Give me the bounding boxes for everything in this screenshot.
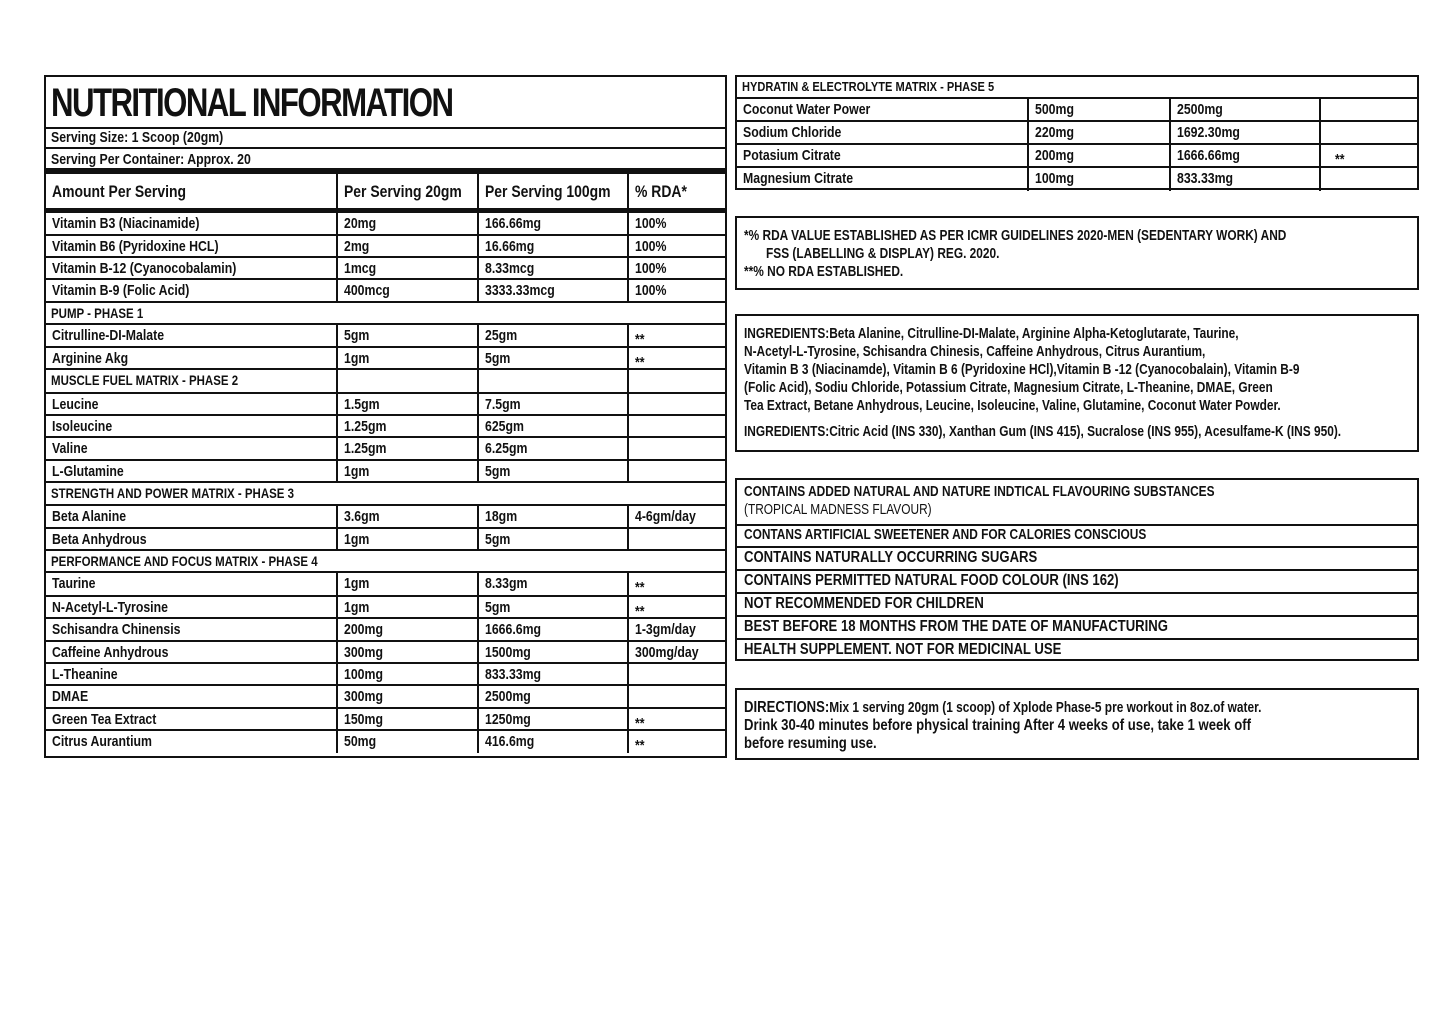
cell-text: 6.25gm <box>485 440 528 457</box>
directions-box <box>735 688 1419 760</box>
contains-row <box>737 548 1417 571</box>
cell-text: 1.25gm <box>344 440 387 457</box>
cell-text: 1gm <box>344 575 370 592</box>
cell-text: Vitamin B-9 (Folic Acid) <box>52 282 190 299</box>
table-cell <box>737 145 1029 166</box>
cell-text: ** <box>635 579 645 596</box>
table-cell <box>629 642 725 662</box>
table-row <box>46 664 725 686</box>
rda-line <box>744 264 938 280</box>
cell-text: 200mg <box>1035 147 1074 164</box>
table-cell <box>1321 99 1417 120</box>
directions-line <box>744 717 1362 735</box>
cell-text: Magnesium Citrate <box>743 170 854 187</box>
header-amount: Amount Per Serving <box>52 182 187 201</box>
table-cell <box>629 709 725 732</box>
section-label: PUMP - PHASE 1 <box>51 305 144 321</box>
section-label: PERFORMANCE AND FOCUS MATRIX - PHASE 4 <box>51 553 318 569</box>
table-cell <box>338 573 479 595</box>
cell-text: ** <box>635 737 645 754</box>
serving-size-row <box>46 127 725 149</box>
cell-text: 400mcg <box>344 282 390 299</box>
cell-text: 16.66mg <box>485 238 535 255</box>
table-cell <box>338 709 479 729</box>
serving-size: Serving Size: 1 Scoop (20gm) <box>51 129 224 146</box>
ingredients-text-5: Citric Acid (INS 330), Xanthan Gum (INS 415), Sucralose (INS 955), Acesulfame-K (INS 950). <box>829 424 1342 440</box>
cell-text: ** <box>635 354 645 371</box>
table-cell <box>479 597 629 617</box>
rda-line-1: *% RDA VALUE ESTABLISHED AS PER ICMR GUIDELINES 2020-MEN (SEDENTARY WORK) AND <box>744 228 1287 244</box>
cell-text: Vitamin B3 (Niacinamide) <box>52 215 200 232</box>
table-cell <box>338 370 479 392</box>
cell-text: Beta Alanine <box>52 508 127 525</box>
table-cell <box>479 731 629 753</box>
table-cell <box>46 597 338 617</box>
cell-text: 833.33mg <box>1177 170 1234 187</box>
table-cell <box>479 573 629 595</box>
cell-text: 1gm <box>344 531 370 548</box>
table-cell <box>479 213 629 234</box>
section-row <box>46 370 725 394</box>
table-row <box>46 686 725 709</box>
table-cell <box>629 461 725 481</box>
cell-text: 416.6mg <box>485 733 535 750</box>
phase5-title-row <box>737 77 1417 99</box>
nutrition-table <box>44 75 727 758</box>
contains-flavour-1: CONTAINS ADDED NATURAL AND NATURE INDTICAL FLAVOURING SUBSTANCES <box>744 484 1215 500</box>
table-cell <box>479 236 629 256</box>
table-row <box>46 529 725 551</box>
table-cell <box>46 619 338 640</box>
cell-text: Beta Anhydrous <box>52 531 147 548</box>
cell-text: L-Theanine <box>52 666 118 683</box>
table-cell <box>479 416 629 436</box>
header-cell <box>629 174 725 208</box>
table-row <box>46 348 725 370</box>
table-cell <box>629 664 725 684</box>
contains-row <box>737 480 1417 526</box>
table-cell <box>479 664 629 684</box>
cell-text: L-Glutamine <box>52 463 124 480</box>
nutrition-title-bar <box>46 77 725 129</box>
ingredients-line <box>744 380 1389 396</box>
section-row <box>46 483 725 506</box>
section-label: STRENGTH AND POWER MATRIX - PHASE 3 <box>51 485 295 501</box>
section-row <box>46 551 725 573</box>
table-cell <box>479 348 629 368</box>
cell-text: 1gm <box>344 463 370 480</box>
cell-text: 4-6gm/day <box>635 508 696 525</box>
table-cell <box>479 438 629 459</box>
table-cell <box>1029 99 1171 120</box>
table-cell <box>1029 168 1171 191</box>
table-cell <box>629 597 725 620</box>
table-cell <box>629 619 725 640</box>
cell-text: 200mg <box>344 621 383 638</box>
table-cell <box>46 642 338 662</box>
ingredients-box <box>735 314 1419 452</box>
table-cell <box>46 529 338 549</box>
table-cell <box>629 348 725 371</box>
table-cell <box>46 258 338 278</box>
ingredients-text-2: Vitamin B 3 (Niacinamde), Vitamin B 6 (Pyridoxine HCl),Vitamin B -12 (Cyanocobalain), Vitamin B-9 <box>744 362 1300 378</box>
table-row <box>46 619 725 642</box>
section-row <box>46 303 725 325</box>
table-cell <box>46 573 338 595</box>
cell-text: ** <box>635 331 645 348</box>
ingredients-line <box>744 398 1399 414</box>
table-cell <box>479 258 629 278</box>
ingredients-text-1: N-Acetyl-L-Tyrosine, Schisandra Chinesis, Caffeine Anhydrous, Citrus Aurantium, <box>744 344 1206 360</box>
table-cell <box>338 664 479 684</box>
contains-row <box>737 526 1417 548</box>
directions-text-2: Drink 30-40 minutes before physical training After 4 weeks of use, take 1 week off <box>744 717 1251 734</box>
table-row <box>46 213 725 236</box>
ingredients-text-4: Tea Extract, Betane Anhydrous, Leucine, Isoleucine, Valine, Glutamine, Coconut Water Powder. <box>744 398 1281 414</box>
table-cell <box>338 213 479 234</box>
table-cell <box>338 731 479 753</box>
table-row <box>46 280 725 303</box>
table-cell <box>46 280 338 301</box>
cell-text: DMAE <box>52 688 89 705</box>
cell-text: 833.33mg <box>485 666 542 683</box>
cell-text: 5gm <box>344 327 370 344</box>
cell-text: Leucine <box>52 396 99 413</box>
cell-text: 100% <box>635 260 667 277</box>
table-cell <box>338 597 479 617</box>
table-row <box>46 597 725 619</box>
cell-text: 1666.6mg <box>485 621 542 638</box>
table-cell <box>629 416 725 436</box>
table-row <box>46 461 725 483</box>
rda-line-2: FSS (LABELLING & DISPLAY) REG. 2020. <box>766 246 1000 262</box>
cell-text: Caffeine Anhydrous <box>52 644 169 661</box>
cell-text: Taurine <box>52 575 96 592</box>
cell-text: 2500mg <box>485 688 531 705</box>
table-cell <box>479 370 629 392</box>
cell-text: 100% <box>635 238 667 255</box>
cell-text: 625gm <box>485 418 524 435</box>
table-cell <box>46 213 338 234</box>
cell-text: 1gm <box>344 599 370 616</box>
directions-line <box>744 699 1375 717</box>
table-row <box>46 416 725 438</box>
table-cell <box>338 348 479 368</box>
table-row <box>46 325 725 348</box>
table-cell <box>338 529 479 549</box>
table-cell <box>629 213 725 234</box>
contains-box <box>735 478 1419 661</box>
table-cell <box>479 394 629 414</box>
phase5-title: HYDRATIN & ELECTROLYTE MATRIX - PHASE 5 <box>742 79 995 94</box>
table-cell <box>629 506 725 527</box>
table-header-row <box>46 174 725 213</box>
table-row <box>46 573 725 597</box>
table-cell <box>338 438 479 459</box>
cell-text: 1gm <box>344 350 370 367</box>
header-cell <box>479 174 629 208</box>
table-cell <box>46 325 338 346</box>
table-cell <box>629 236 725 256</box>
table-cell <box>46 416 338 436</box>
cell-text: 3333.33mcg <box>485 282 555 299</box>
contains-row <box>737 640 1417 663</box>
table-cell <box>46 461 338 481</box>
cell-text: ** <box>635 715 645 732</box>
cell-text: Isoleucine <box>52 418 113 435</box>
table-cell <box>737 168 1029 191</box>
directions-text-3: before resuming use. <box>744 735 877 752</box>
contains-row <box>737 617 1417 640</box>
cell-text: 1666.66mg <box>1177 147 1240 164</box>
table-cell <box>629 394 725 414</box>
table-cell <box>1321 145 1417 166</box>
cell-text: 1mcg <box>344 260 377 277</box>
cell-text: 20mg <box>344 215 377 232</box>
table-cell <box>338 416 479 436</box>
table-row <box>46 438 725 461</box>
cell-text: Potasium Citrate <box>743 147 841 164</box>
table-cell <box>629 325 725 346</box>
cell-text: Citrus Aurantium <box>52 733 153 750</box>
ingredients-label: INGREDIENTS: <box>744 326 830 342</box>
table-cell <box>46 236 338 256</box>
cell-text: 1500mg <box>485 644 531 661</box>
table-cell <box>629 258 725 278</box>
table-cell <box>629 686 725 707</box>
table-cell <box>1171 168 1321 191</box>
cell-text: Arginine Akg <box>52 350 129 367</box>
table-cell <box>338 642 479 662</box>
table-cell <box>338 686 479 707</box>
cell-text: 1.25gm <box>344 418 387 435</box>
table-cell <box>737 99 1029 120</box>
cell-text: 1692.30mg <box>1177 124 1240 141</box>
table-cell <box>479 461 629 481</box>
table-cell <box>629 370 725 392</box>
contains-text: NOT RECOMMENDED FOR CHILDREN <box>744 595 984 612</box>
contains-text: HEALTH SUPPLEMENT. NOT FOR MEDICINAL USE <box>744 641 1062 658</box>
cell-text: 220mg <box>1035 124 1074 141</box>
table-cell <box>338 394 479 414</box>
table-cell <box>629 280 725 301</box>
table-row <box>46 642 725 664</box>
table-row <box>737 122 1417 145</box>
table-cell <box>479 325 629 346</box>
table-row <box>46 236 725 258</box>
table-row <box>737 168 1417 191</box>
table-cell <box>46 709 338 729</box>
cell-text: 8.33gm <box>485 575 528 592</box>
ingredients-line <box>744 344 1307 360</box>
rda-note-box <box>735 216 1419 290</box>
cell-text: 150mg <box>344 711 383 728</box>
table-cell <box>338 280 479 301</box>
cell-text: 500mg <box>1035 101 1074 118</box>
table-cell <box>338 325 479 346</box>
table-cell <box>1171 99 1321 120</box>
ingredients-text-3: (Folic Acid), Sodiu Chloride, Potassium Citrate, Magnesium Citrate, L-Theanine, DMAE, Green <box>744 380 1273 396</box>
contains-row <box>737 571 1417 594</box>
table-cell <box>46 348 338 368</box>
cell-text: Coconut Water Power <box>743 101 871 118</box>
cell-text: Vitamin B6 (Pyridoxine HCL) <box>52 238 219 255</box>
table-row <box>46 709 725 731</box>
cell-text: 100mg <box>344 666 383 683</box>
header-cell <box>46 174 338 208</box>
cell-text: Schisandra Chinensis <box>52 621 181 638</box>
cell-text: Citrulline-DI-Malate <box>52 327 165 344</box>
cell-text: Green Tea Extract <box>52 711 157 728</box>
header-cell <box>338 174 479 208</box>
table-cell <box>479 280 629 301</box>
table-cell <box>46 664 338 684</box>
cell-text: 166.66mg <box>485 215 542 232</box>
contains-flavour-2: (TROPICAL MADNESS FLAVOUR) <box>744 502 932 518</box>
table-row <box>737 99 1417 122</box>
ingredients-line <box>744 326 1347 342</box>
cell-text: 300mg <box>344 644 383 661</box>
table-cell <box>629 731 725 753</box>
cell-text: ** <box>1335 151 1345 168</box>
cell-text: 3.6gm <box>344 508 380 525</box>
cell-text: 2500mg <box>1177 101 1223 118</box>
table-cell <box>338 461 479 481</box>
cell-text: 100mg <box>1035 170 1074 187</box>
cell-text: 5gm <box>485 599 511 616</box>
table-cell <box>1321 122 1417 143</box>
cell-text: 100% <box>635 282 667 299</box>
table-cell <box>46 506 338 527</box>
table-row <box>46 731 725 753</box>
phase5-table <box>735 75 1419 190</box>
cell-text: 18gm <box>485 508 518 525</box>
table-cell <box>479 686 629 707</box>
cell-text: 1-3gm/day <box>635 621 696 638</box>
table-cell <box>338 236 479 256</box>
table-cell <box>1171 122 1321 143</box>
cell-text: 7.5gm <box>485 396 521 413</box>
ingredients-text-0: Beta Alanine, Citrulline-DI-Malate, Arginine Alpha-Ketoglutarate, Taurine, <box>829 326 1239 342</box>
cell-text: Valine <box>52 440 88 457</box>
cell-text: 2mg <box>344 238 370 255</box>
cell-text: 50mg <box>344 733 377 750</box>
cell-text: 1250mg <box>485 711 531 728</box>
table-cell <box>46 438 338 459</box>
header-per-20gm: Per Serving 20gm <box>344 182 462 201</box>
servings-per-container-row <box>46 149 725 174</box>
table-cell <box>46 370 338 392</box>
table-cell <box>479 619 629 640</box>
table-cell <box>46 686 338 707</box>
section-label: MUSCLE FUEL MATRIX - PHASE 2 <box>51 372 239 388</box>
table-cell <box>46 731 338 753</box>
table-cell <box>338 258 479 278</box>
ingredients-line <box>744 424 1445 440</box>
ingredients-line <box>744 362 1421 378</box>
cell-text: 8.33mcg <box>485 260 535 277</box>
cell-text: 300mg <box>344 688 383 705</box>
table-cell <box>338 619 479 640</box>
header-rda: % RDA* <box>635 182 687 201</box>
ingredients-label-2: INGREDIENTS: <box>744 424 830 440</box>
rda-line-3: **% NO RDA ESTABLISHED. <box>744 264 904 280</box>
nutrition-title: NUTRITIONAL INFORMATION <box>51 81 453 125</box>
cell-text: Sodium Chloride <box>743 124 842 141</box>
table-cell <box>1321 168 1417 191</box>
table-cell <box>1029 122 1171 143</box>
rda-line <box>744 228 1405 244</box>
cell-text: 300mg/day <box>635 644 699 661</box>
table-cell <box>46 394 338 414</box>
servings-per-container: Serving Per Container: Approx. 20 <box>51 151 251 168</box>
table-cell <box>479 529 629 549</box>
table-cell <box>629 529 725 549</box>
table-cell <box>1029 145 1171 166</box>
cell-text: 5gm <box>485 350 511 367</box>
table-cell <box>629 438 725 459</box>
cell-text: 1.5gm <box>344 396 380 413</box>
directions-line <box>744 735 906 753</box>
cell-text: 5gm <box>485 531 511 548</box>
table-cell <box>629 573 725 595</box>
contains-text: CONTANS ARTIFICIAL SWEETENER AND FOR CALORIES CONSCIOUS <box>744 527 1147 543</box>
table-cell <box>1171 145 1321 166</box>
contains-text: CONTAINS PERMITTED NATURAL FOOD COLOUR (INS 162) <box>744 572 1119 589</box>
contains-text: BEST BEFORE 18 MONTHS FROM THE DATE OF MANUFACTURING <box>744 618 1168 635</box>
table-row <box>46 394 725 416</box>
table-row <box>46 506 725 529</box>
cell-text: N-Acetyl-L-Tyrosine <box>52 599 168 616</box>
table-cell <box>479 709 629 729</box>
contains-row <box>737 594 1417 617</box>
table-cell <box>479 506 629 527</box>
cell-text: 5gm <box>485 463 511 480</box>
directions-label: DIRECTIONS: <box>744 699 830 716</box>
cell-text: ** <box>635 603 645 620</box>
table-cell <box>479 642 629 662</box>
table-cell <box>737 122 1029 143</box>
cell-text: Vitamin B-12 (Cyanocobalamin) <box>52 260 237 277</box>
header-per-100gm: Per Serving 100gm <box>485 182 611 201</box>
contains-text: CONTAINS NATURALLY OCCURRING SUGARS <box>744 549 1038 566</box>
cell-text: 100% <box>635 215 667 232</box>
table-cell <box>338 506 479 527</box>
directions-text-1: Mix 1 serving 20gm (1 scoop) of Xplode Phase-5 pre workout in 8oz.of water. <box>829 700 1262 716</box>
table-row <box>737 145 1417 168</box>
table-row <box>46 258 725 280</box>
rda-line <box>766 246 1051 262</box>
cell-text: 25gm <box>485 327 518 344</box>
